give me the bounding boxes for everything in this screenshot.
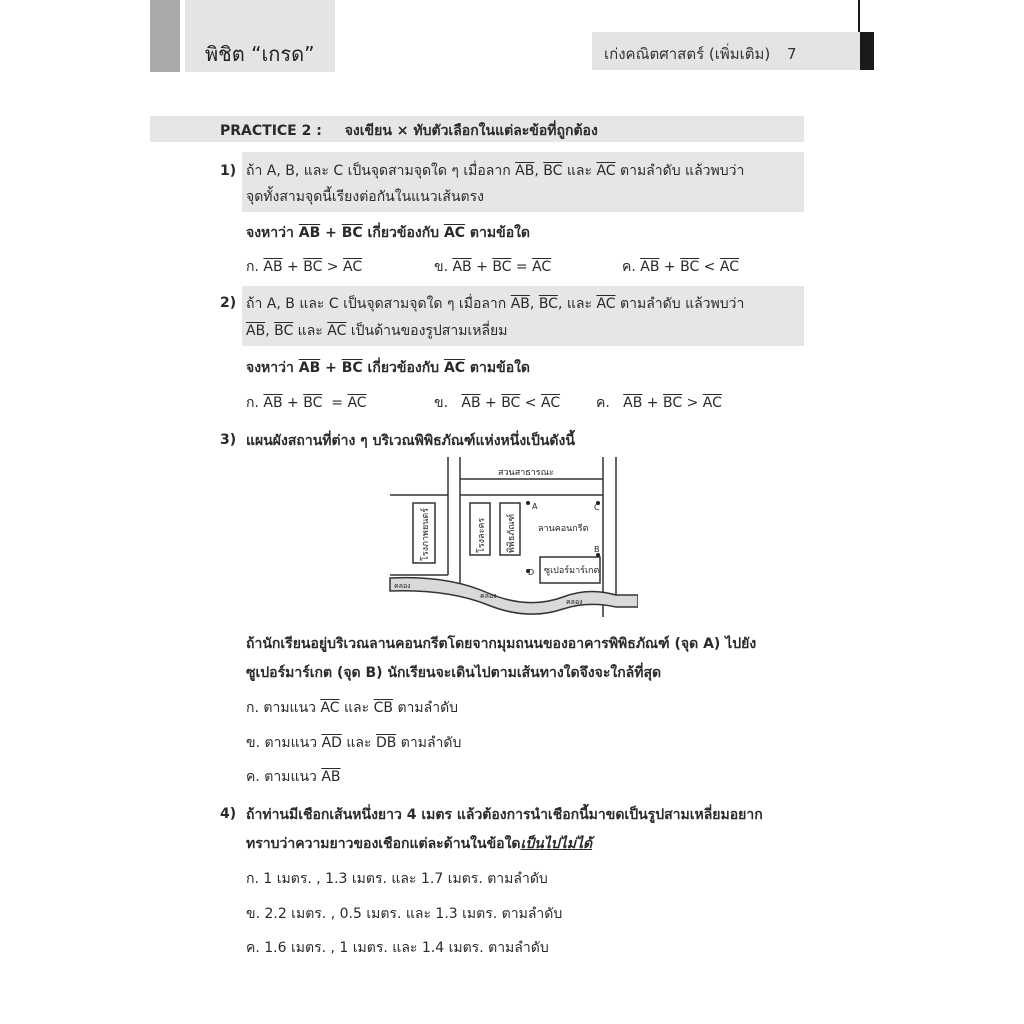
- q2-choice-a[interactable]: [246, 392, 367, 414]
- choice-prefix: ค.: [622, 259, 641, 275]
- q3-number: 3): [220, 432, 237, 448]
- q2-text-b: ตามลำดับ แล้วพบว่า: [615, 296, 745, 312]
- op: +: [282, 259, 304, 275]
- q4-choice-c[interactable]: ค. 1.6 เมตร. , 1 เมตร. และ 1.4 เมตร. ตามลำดับ: [246, 940, 549, 956]
- seg-bc: $\overline{BC}$: [341, 360, 363, 376]
- op: +: [659, 259, 681, 275]
- seg: $\overline{AB}$: [452, 259, 472, 275]
- plus: +: [320, 360, 342, 376]
- seg-ab: $\overline{AB}$: [510, 296, 530, 312]
- sep: ,: [529, 296, 539, 312]
- seg: $\overline{BC}$: [663, 395, 683, 411]
- q1-choice-a[interactable]: [246, 256, 362, 278]
- seg: $\overline{AB}$: [640, 259, 660, 275]
- museum-map: [388, 455, 638, 617]
- mid: และ: [341, 735, 376, 751]
- mid: และ: [339, 700, 374, 716]
- q1-line1: [246, 160, 744, 182]
- seg: $\overline{BC}$: [303, 259, 323, 275]
- op: +: [480, 395, 502, 411]
- point-a-marker: [526, 501, 530, 505]
- q3-para2: ซูเปอร์มาร์เกต (จุด B) นักเรียนจะเดินไปตามเส้นทางใดจึงจะใกล้ที่สุด: [246, 665, 662, 681]
- seg: $\overline{DB}$: [375, 735, 397, 751]
- seg-ac: $\overline{AC}$: [596, 296, 616, 312]
- q2-line1: [246, 293, 744, 315]
- canal-label: คลอง: [480, 592, 497, 600]
- choice-prefix: ข. ตามแนว: [246, 735, 322, 751]
- seg-ac: $\overline{AC}$: [443, 225, 466, 241]
- seg-ab: $\overline{AB}$: [515, 163, 535, 179]
- q2-ask: [246, 357, 530, 379]
- ask-text: จงหาว่า: [246, 360, 299, 376]
- theatre-label: โรงละคร: [477, 517, 487, 553]
- seg: $\overline{BC}$: [501, 395, 521, 411]
- op: <: [520, 395, 541, 411]
- seg-bc: $\overline{BC}$: [341, 225, 363, 241]
- choice-prefix: ก. ตามแนว: [246, 700, 321, 716]
- choice-prefix: ค. ตามแนว: [246, 769, 322, 785]
- choice-prefix: ข.: [434, 395, 462, 411]
- seg: $\overline{CB}$: [373, 700, 393, 716]
- museum-label: พิพิธภัณฑ์: [507, 513, 517, 553]
- seg: $\overline{AB}$: [321, 769, 341, 785]
- seg: $\overline{AC}$: [702, 395, 722, 411]
- end: ตามลำดับ: [393, 700, 459, 716]
- book-title: พิชิต “เกรด”: [205, 42, 315, 66]
- choice-prefix: ข.: [434, 259, 453, 275]
- seg-ab: $\overline{AB}$: [298, 360, 321, 376]
- op: =: [322, 395, 348, 411]
- chapter-name: เก่งคณิตศาสตร์ (เพิ่มเติม): [604, 45, 771, 63]
- q2-text-a: ถ้า A, B และ C เป็นจุดสามจุดใด ๆ เมื่อลาก: [246, 296, 511, 312]
- ask-mid: เกี่ยวข้องกับ: [362, 360, 444, 376]
- sep: ,: [534, 163, 544, 179]
- q1-text-b: ตามลำดับ แล้วพบว่า: [615, 163, 745, 179]
- seg: $\overline{AC}$: [540, 395, 561, 411]
- cinema-label: โรงภาพยนตร์: [421, 507, 431, 561]
- q1-choice-b[interactable]: [434, 256, 551, 278]
- seg: $\overline{AC}$: [343, 259, 363, 275]
- point-a-label: A: [532, 502, 538, 511]
- sep: และ: [293, 323, 328, 339]
- practice-label: PRACTICE 2 :: [220, 123, 322, 139]
- q4-emphasis: เป็นไปไม่ได้: [520, 836, 593, 852]
- seg: $\overline{AB}$: [461, 395, 481, 411]
- op: <: [699, 259, 720, 275]
- op: >: [322, 259, 343, 275]
- seg: $\overline{AB}$: [623, 395, 643, 411]
- header-right-bar: [860, 32, 874, 70]
- q1-ask: [246, 222, 530, 244]
- seg: $\overline{BC}$: [492, 259, 512, 275]
- q3-para1: ถ้านักเรียนอยู่บริเวณลานคอนกรีตโดยจากมุมถนนของอาคารพิพิธภัณฑ์ (จุด A) ไปยัง: [246, 636, 757, 652]
- q1-number: 1): [220, 163, 237, 179]
- q2-number: 2): [220, 295, 237, 311]
- seg: $\overline{AC}$: [320, 700, 340, 716]
- point-b-label: B: [594, 545, 600, 554]
- seg-bc: $\overline{BC}$: [538, 296, 558, 312]
- q2-line2: [246, 320, 507, 342]
- seg-bc: $\overline{BC}$: [543, 163, 563, 179]
- seg: $\overline{BC}$: [680, 259, 700, 275]
- q3-title: แผนผังสถานที่ต่าง ๆ บริเวณพิพิธภัณฑ์แห่งหนึ่งเป็นดังนี้: [246, 433, 575, 449]
- seg: $\overline{AD}$: [321, 735, 342, 751]
- choice-prefix: ก.: [246, 395, 264, 411]
- op: >: [682, 395, 703, 411]
- end: ตามลำดับ: [396, 735, 462, 751]
- canal-label: คลอง: [394, 582, 411, 590]
- seg: $\overline{AC}$: [532, 259, 552, 275]
- q4-line2-text: ทราบว่าความยาวของเชือกแต่ละด้านในข้อใด: [246, 836, 521, 852]
- canal-label: คลอง: [566, 598, 583, 606]
- q1-line2: จุดทั้งสามจุดนี้เรียงต่อกันในแนวเส้นตรง: [246, 189, 484, 205]
- q4-line2: [246, 833, 592, 855]
- seg-ac: $\overline{AC}$: [327, 323, 347, 339]
- page-number: 7: [787, 45, 797, 63]
- q1-choice-c[interactable]: [622, 256, 739, 278]
- seg: $\overline{AC}$: [347, 395, 367, 411]
- seg-ab: $\overline{AB}$: [246, 323, 266, 339]
- q4-choice-b[interactable]: ข. 2.2 เมตร. , 0.5 เมตร. และ 1.3 เมตร. ตามลำดับ: [246, 906, 563, 922]
- choice-prefix: ก.: [246, 259, 264, 275]
- op: +: [282, 395, 304, 411]
- sep: , และ: [557, 296, 597, 312]
- q3-choice-b[interactable]: [246, 732, 461, 754]
- plus: +: [320, 225, 342, 241]
- q2-choice-b[interactable]: [434, 392, 560, 414]
- header-left-bar: [150, 0, 180, 72]
- q4-choice-a[interactable]: ก. 1 เมตร. , 1.3 เมตร. และ 1.7 เมตร. ตามลำดับ: [246, 871, 548, 887]
- ask-mid: เกี่ยวข้องกับ: [362, 225, 444, 241]
- q4-line1: ถ้าท่านมีเชือกเส้นหนึ่งยาว 4 เมตร แล้วต้องการนำเชือกนี้มาขดเป็นรูปสามเหลี่ยมอยาก: [246, 807, 763, 823]
- op: +: [642, 395, 663, 411]
- seg-bc: $\overline{BC}$: [274, 323, 294, 339]
- seg-ab: $\overline{AB}$: [298, 225, 321, 241]
- choice-prefix: ค.: [596, 395, 624, 411]
- q2-line2-end: เป็นด้านของรูปสามเหลี่ยม: [346, 323, 508, 339]
- chapter-title: [604, 42, 797, 66]
- seg: $\overline{BC}$: [303, 395, 323, 411]
- canal: [390, 578, 638, 615]
- q3-choice-c[interactable]: [246, 766, 341, 788]
- seg-ac: $\overline{AC}$: [443, 360, 466, 376]
- header-divider-line: [858, 0, 860, 32]
- q3-choice-a[interactable]: [246, 697, 458, 719]
- op: +: [471, 259, 493, 275]
- sep: ,: [265, 323, 275, 339]
- seg-ac: $\overline{AC}$: [596, 163, 616, 179]
- q2-choice-c[interactable]: [596, 392, 722, 414]
- seg: $\overline{AB}$: [263, 395, 283, 411]
- ask-end: ตามข้อใด: [465, 225, 531, 241]
- q4-number: 4): [220, 806, 237, 822]
- market-label: ซูเปอร์มาร์เกต: [544, 566, 600, 576]
- ask-text: จงหาว่า: [246, 225, 299, 241]
- ask-end: ตามข้อใด: [465, 360, 531, 376]
- q1-text-a: ถ้า A, B, และ C เป็นจุดสามจุดใด ๆ เมื่อลาก: [246, 163, 516, 179]
- park-label: สวนสาธารณะ: [498, 468, 554, 478]
- seg: $\overline{AC}$: [719, 259, 739, 275]
- practice-heading: [220, 120, 598, 142]
- concert-label: ลานคอนกรีต: [538, 524, 589, 534]
- sep: และ: [562, 163, 597, 179]
- seg: $\overline{AB}$: [263, 259, 283, 275]
- point-d-label: D: [528, 568, 535, 577]
- op: =: [511, 259, 533, 275]
- practice-instruction: จงเขียน × ทับตัวเลือกในแต่ละข้อที่ถูกต้อง: [344, 123, 598, 139]
- point-c-label: C: [594, 503, 600, 512]
